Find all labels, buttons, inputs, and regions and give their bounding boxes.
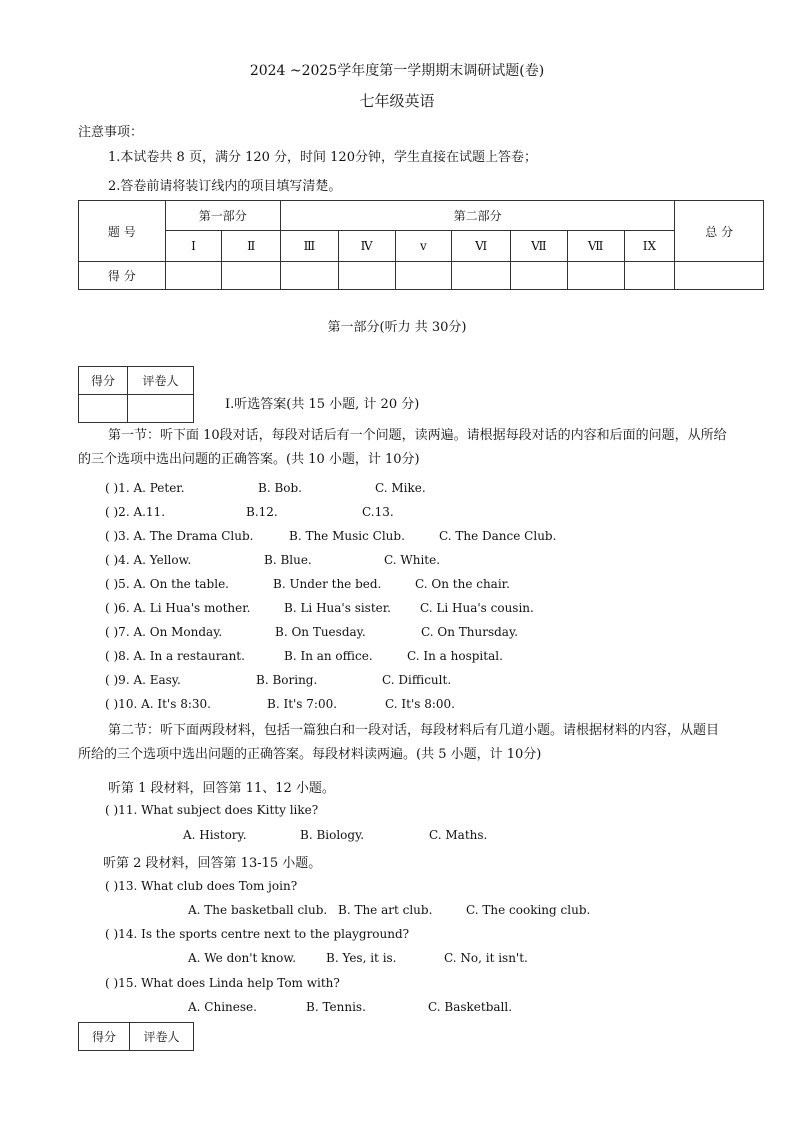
score-cell[interactable] [511, 262, 568, 290]
score-cell[interactable] [452, 262, 511, 290]
col-9: IX [624, 231, 675, 262]
question-15-option-a: A. Chinese. [188, 1000, 257, 1014]
col-3: Ⅲ [281, 231, 339, 262]
section1-title: Ⅰ.听选答案(共 15 小题, 计 20 分) [225, 397, 420, 412]
col-8: Ⅶ [567, 231, 624, 262]
score-cell[interactable] [624, 262, 675, 290]
question-6-option-b: B. Li Hua's sister. [284, 601, 391, 615]
col-7: Ⅶ [511, 231, 568, 262]
col-1: I [165, 231, 222, 262]
grader-score-cell[interactable] [79, 395, 128, 423]
question-5: ( )5. A. On the table. [105, 577, 229, 591]
question-2-option-b: B.12. [246, 505, 278, 519]
part-b-intro: 第二节：听下面两段材料，包括一篇独白和一段对话，每段材料后有几道小题。请根据材料的内容，从题目所给的三个选项中选出问题的正确答案。每段材料读两遍。(共 5 小题，计 10分) [78, 723, 720, 762]
question-15-option-b: B. Tennis. [306, 1000, 366, 1014]
question-10: ( )10. A. It's 8:30. [105, 697, 211, 711]
notes-heading: 注意事项： [78, 125, 144, 140]
score-cell[interactable] [165, 262, 222, 290]
question-4: ( )4. A. Yellow. [105, 553, 192, 567]
question-8: ( )8. A. In a restaurant. [105, 649, 245, 663]
question-5-option-b: B. Under the bed. [273, 577, 382, 591]
question-4-option-c: C. White. [384, 553, 441, 567]
total-header: 总 分 [675, 201, 764, 262]
question-6: ( )6. A. Li Hua's mother. [105, 601, 251, 615]
question-9: ( )9. A. Easy. [105, 673, 181, 687]
score-cell[interactable] [338, 262, 395, 290]
notes-item-2: 2.答卷前请将装订线内的项目填写清楚。 [108, 179, 342, 194]
score-cell[interactable] [567, 262, 624, 290]
question-13-option-c: C. The cooking club. [466, 903, 591, 917]
question-6-option-c: C. Li Hua's cousin. [420, 601, 534, 615]
question-14: ( )14. Is the sports centre next to the playground? [105, 927, 410, 941]
question-13-option-b: B. The art club. [338, 903, 433, 917]
question-8-option-c: C. In a hospital. [407, 649, 503, 663]
question-13: ( )13. What club does Tom join? [105, 879, 298, 893]
material-1-instruction: 听第 1 段材料，回答第 11、12 小题。 [108, 781, 335, 796]
grader-score-label: 得分 [79, 367, 128, 395]
score-cell[interactable] [395, 262, 452, 290]
question-7: ( )7. A. On Monday. [105, 625, 223, 639]
question-8-option-b: B. In an office. [284, 649, 373, 663]
score-table [78, 200, 764, 290]
col-5: v [395, 231, 452, 262]
question-9-option-b: B. Boring. [256, 673, 318, 687]
question-5-option-c: C. On the chair. [415, 577, 510, 591]
grader-score-label: 得分 [79, 1023, 130, 1051]
question-3-option-c: C. The Dance Club. [439, 529, 557, 543]
question-10-option-b: B. It's 7:00. [267, 697, 338, 711]
question-3: ( )3. A. The Drama Club. [105, 529, 254, 543]
question-11-option-c: C. Maths. [429, 828, 488, 842]
question-1-option-b: B. Bob. [258, 481, 302, 495]
question-10-option-c: C. It's 8:00. [385, 697, 455, 711]
question-13-option-a: A. The basketball club. [188, 903, 328, 917]
notes-item-1: 1.本试卷共 8 页，满分 120 分，时间 120分钟，学生直接在试题上答卷； [108, 150, 537, 165]
question-2: ( )2. A.11. [105, 505, 166, 519]
question-9-option-c: C. Difficult. [382, 673, 452, 687]
question-7-option-b: B. On Tuesday. [275, 625, 366, 639]
question-11-option-b: B. Biology. [300, 828, 365, 842]
grader-name-cell[interactable] [128, 395, 194, 423]
question-row-label: 题 号 [79, 201, 166, 262]
question-1-option-c: C. Mike. [375, 481, 426, 495]
grader-box-2 [78, 1022, 194, 1051]
score-cell[interactable] [222, 262, 281, 290]
grader-name-label: 评卷人 [130, 1023, 194, 1051]
grader-box [78, 366, 194, 423]
col-4: Ⅳ [338, 231, 395, 262]
col-6: Ⅵ [452, 231, 511, 262]
question-11-option-a: A. History. [183, 828, 247, 842]
question-2-option-c: C.13. [362, 505, 394, 519]
col-2: Ⅱ [222, 231, 281, 262]
question-1: ( )1. A. Peter. [105, 481, 185, 495]
exam-subtitle: 七年级英语 [359, 92, 435, 110]
question-7-option-c: C. On Thursday. [421, 625, 518, 639]
question-15: ( )15. What does Linda help Tom with? [105, 976, 340, 990]
part1-title: 第一部分(听力 共 30分) [327, 320, 467, 335]
material-2-instruction: 听第 2 段材料，回答第 13-15 小题。 [103, 856, 322, 871]
total-score-cell[interactable] [675, 262, 764, 290]
question-11: ( )11. What subject does Kitty like? [105, 803, 319, 817]
grader-name-label: 评卷人 [128, 367, 194, 395]
question-14-option-b: B. Yes, it is. [326, 951, 397, 965]
score-row-label: 得 分 [79, 262, 166, 290]
score-cell[interactable] [281, 262, 339, 290]
question-14-option-a: A. We don't know. [188, 951, 297, 965]
part2-header: 第二部分 [281, 201, 675, 231]
question-4-option-b: B. Blue. [264, 553, 312, 567]
part1-header: 第一部分 [165, 201, 280, 231]
question-3-option-b: B. The Music Club. [289, 529, 405, 543]
exam-title: 2024 ~2025学年度第一学期期末调研试题(卷) [249, 63, 545, 79]
part-a-intro: 第一节：听下面 10段对话，每段对话后有一个问题，读两遍。请根据每段对话的内容和后面的问题，从所给的三个选项中选出问题的正确答案。(共 10 小题，计 10分) [78, 428, 727, 467]
question-14-option-c: C. No, it isn't. [444, 951, 528, 965]
question-15-option-c: C. Basketball. [428, 1000, 513, 1014]
